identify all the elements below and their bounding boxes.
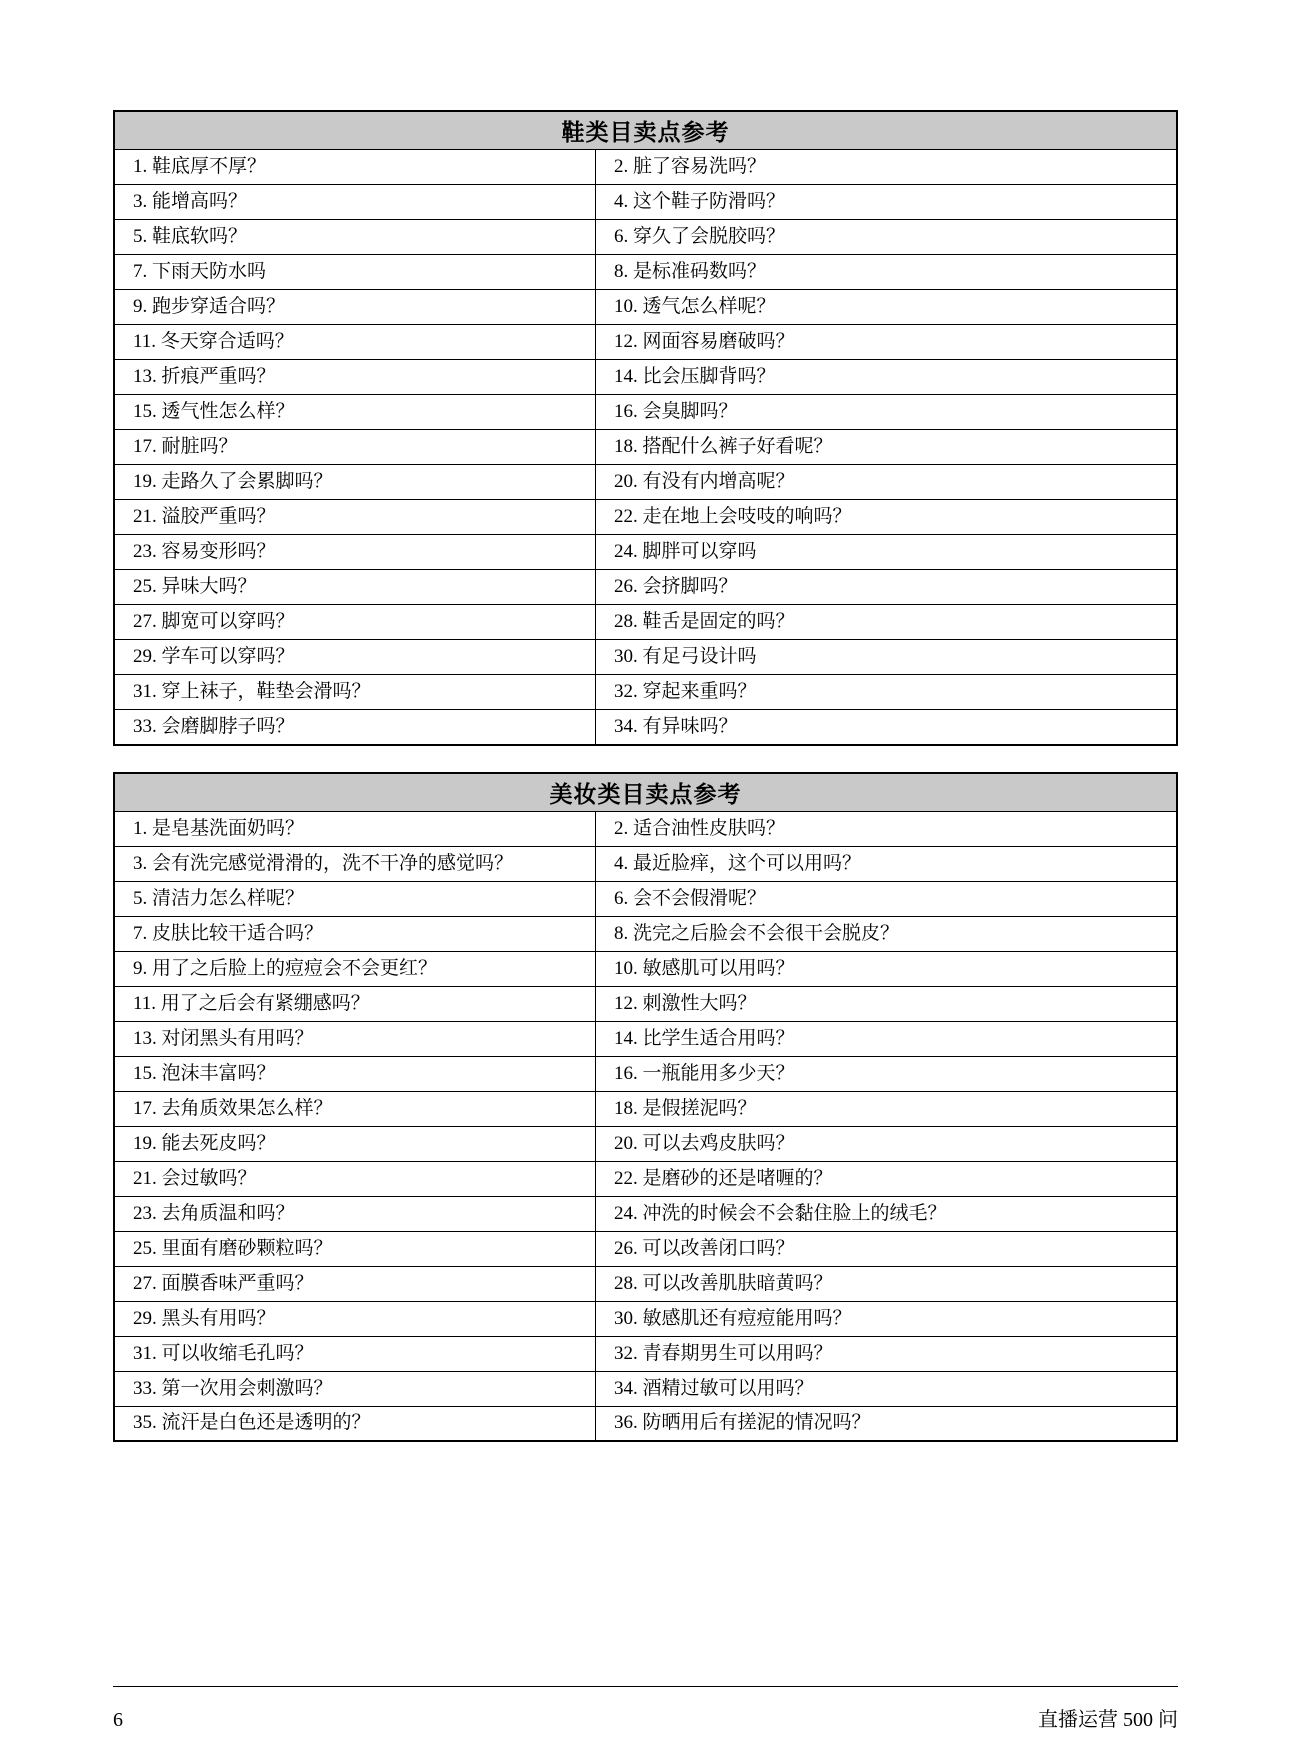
- table-row: [114, 1056, 1177, 1091]
- table-row: [114, 220, 1177, 255]
- question-cell: 19. 能去死皮吗？: [114, 1126, 596, 1161]
- question-cell: 16. 会臭脚吗？: [596, 395, 1177, 430]
- question-cell: 3. 能增高吗？: [114, 185, 596, 220]
- question-cell: 32. 青春期男生可以用吗？: [596, 1336, 1177, 1371]
- question-cell: 26. 可以改善闭口吗？: [596, 1231, 1177, 1266]
- table-row: [114, 846, 1177, 881]
- table-row: [114, 255, 1177, 290]
- question-cell: 32. 穿起来重吗？: [596, 675, 1177, 710]
- question-cell: 34. 酒精过敏可以用吗？: [596, 1371, 1177, 1406]
- question-cell: 29. 黑头有用吗？: [114, 1301, 596, 1336]
- question-cell: 20. 有没有内增高呢？: [596, 465, 1177, 500]
- question-cell: 36. 防晒用后有搓泥的情况吗？: [596, 1406, 1177, 1441]
- table-row: [114, 570, 1177, 605]
- question-cell: 18. 搭配什么裤子好看呢？: [596, 430, 1177, 465]
- question-cell: 20. 可以去鸡皮肤吗？: [596, 1126, 1177, 1161]
- shoe-category-table: [113, 110, 1178, 746]
- question-cell: 1. 是皂基洗面奶吗？: [114, 811, 596, 846]
- table-row: [114, 465, 1177, 500]
- tables-container: [113, 110, 1178, 1468]
- question-cell: 13. 对闭黑头有用吗？: [114, 1021, 596, 1056]
- table-row: [114, 710, 1177, 745]
- table-row: [114, 430, 1177, 465]
- question-cell: 21. 溢胶严重吗？: [114, 500, 596, 535]
- question-cell: 10. 透气怎么样呢？: [596, 290, 1177, 325]
- question-cell: 17. 耐脏吗？: [114, 430, 596, 465]
- question-cell: 8. 是标准码数吗？: [596, 255, 1177, 290]
- question-cell: 24. 冲洗的时候会不会黏住脸上的绒毛？: [596, 1196, 1177, 1231]
- book-title: 直播运营 500 问: [1038, 1709, 1178, 1731]
- table-row: [114, 916, 1177, 951]
- question-cell: 15. 泡沫丰富吗？: [114, 1056, 596, 1091]
- question-cell: 5. 鞋底软吗？: [114, 220, 596, 255]
- question-cell: 33. 第一次用会刺激吗？: [114, 1371, 596, 1406]
- question-cell: 31. 穿上袜子，鞋垫会滑吗？: [114, 675, 596, 710]
- question-cell: 11. 冬天穿合适吗？: [114, 325, 596, 360]
- question-cell: 21. 会过敏吗？: [114, 1161, 596, 1196]
- page-footer: [113, 1686, 1178, 1732]
- question-cell: 4. 这个鞋子防滑吗？: [596, 185, 1177, 220]
- question-cell: 7. 下雨天防水吗: [114, 255, 596, 290]
- question-cell: 29. 学车可以穿吗？: [114, 640, 596, 675]
- question-cell: 14. 比学生适合用吗？: [596, 1021, 1177, 1056]
- table-row: [114, 290, 1177, 325]
- table-title: 鞋类目卖点参考: [114, 111, 1177, 150]
- question-cell: 25. 异味大吗？: [114, 570, 596, 605]
- question-cell: 27. 面膜香味严重吗？: [114, 1266, 596, 1301]
- question-cell: 6. 穿久了会脱胶吗？: [596, 220, 1177, 255]
- question-cell: 22. 走在地上会吱吱的响吗？: [596, 500, 1177, 535]
- table-row: [114, 811, 1177, 846]
- question-cell: 22. 是磨砂的还是啫喱的？: [596, 1161, 1177, 1196]
- table-row: [114, 1126, 1177, 1161]
- question-cell: 13. 折痕严重吗？: [114, 360, 596, 395]
- question-cell: 33. 会磨脚脖子吗？: [114, 710, 596, 745]
- question-cell: 2. 脏了容易洗吗？: [596, 150, 1177, 185]
- table-row: [114, 986, 1177, 1021]
- table-row: [114, 951, 1177, 986]
- question-cell: 4. 最近脸痒，这个可以用吗？: [596, 846, 1177, 881]
- question-cell: 26. 会挤脚吗？: [596, 570, 1177, 605]
- question-cell: 28. 可以改善肌肤暗黄吗？: [596, 1266, 1177, 1301]
- question-cell: 12. 刺激性大吗？: [596, 986, 1177, 1021]
- question-cell: 11. 用了之后会有紧绷感吗？: [114, 986, 596, 1021]
- question-cell: 35. 流汗是白色还是透明的？: [114, 1406, 596, 1441]
- question-cell: 25. 里面有磨砂颗粒吗？: [114, 1231, 596, 1266]
- question-cell: 31. 可以收缩毛孔吗？: [114, 1336, 596, 1371]
- table-row: [114, 1091, 1177, 1126]
- question-cell: 7. 皮肤比较干适合吗？: [114, 916, 596, 951]
- question-cell: 34. 有异味吗？: [596, 710, 1177, 745]
- question-cell: 17. 去角质效果怎么样？: [114, 1091, 596, 1126]
- question-cell: 1. 鞋底厚不厚？: [114, 150, 596, 185]
- question-cell: 18. 是假搓泥吗？: [596, 1091, 1177, 1126]
- table-row: [114, 1161, 1177, 1196]
- table-row: [114, 1021, 1177, 1056]
- table-row: [114, 881, 1177, 916]
- table-row: [114, 360, 1177, 395]
- table-row: [114, 185, 1177, 220]
- table-header-row: [114, 773, 1177, 812]
- question-cell: 10. 敏感肌可以用吗？: [596, 951, 1177, 986]
- table-row: [114, 535, 1177, 570]
- table-row: [114, 395, 1177, 430]
- question-cell: 30. 有足弓设计吗: [596, 640, 1177, 675]
- question-cell: 28. 鞋舌是固定的吗？: [596, 605, 1177, 640]
- question-cell: 24. 脚胖可以穿吗: [596, 535, 1177, 570]
- table-row: [114, 1266, 1177, 1301]
- table-row: [114, 675, 1177, 710]
- question-cell: 27. 脚宽可以穿吗？: [114, 605, 596, 640]
- table-row: [114, 605, 1177, 640]
- question-cell: 6. 会不会假滑呢？: [596, 881, 1177, 916]
- question-cell: 23. 去角质温和吗？: [114, 1196, 596, 1231]
- question-cell: 8. 洗完之后脸会不会很干会脱皮？: [596, 916, 1177, 951]
- question-cell: 14. 比会压脚背吗？: [596, 360, 1177, 395]
- table-row: [114, 1371, 1177, 1406]
- table-row: [114, 1406, 1177, 1441]
- table-row: [114, 1336, 1177, 1371]
- table-row: [114, 640, 1177, 675]
- table-row: [114, 150, 1177, 185]
- page-number: 6: [113, 1709, 123, 1731]
- question-cell: 19. 走路久了会累脚吗？: [114, 465, 596, 500]
- question-cell: 15. 透气性怎么样？: [114, 395, 596, 430]
- question-cell: 3. 会有洗完感觉滑滑的，洗不干净的感觉吗？: [114, 846, 596, 881]
- beauty-category-table: [113, 772, 1178, 1443]
- table-row: [114, 1196, 1177, 1231]
- table-row: [114, 500, 1177, 535]
- question-cell: 30. 敏感肌还有痘痘能用吗？: [596, 1301, 1177, 1336]
- question-cell: 5. 清洁力怎么样呢？: [114, 881, 596, 916]
- question-cell: 9. 用了之后脸上的痘痘会不会更红？: [114, 951, 596, 986]
- table-header-row: [114, 111, 1177, 150]
- question-cell: 12. 网面容易磨破吗？: [596, 325, 1177, 360]
- table-row: [114, 1231, 1177, 1266]
- question-cell: 9. 跑步穿适合吗？: [114, 290, 596, 325]
- question-cell: 2. 适合油性皮肤吗？: [596, 811, 1177, 846]
- question-cell: 23. 容易变形吗？: [114, 535, 596, 570]
- table-title: 美妆类目卖点参考: [114, 773, 1177, 812]
- table-row: [114, 325, 1177, 360]
- question-cell: 16. 一瓶能用多少天？: [596, 1056, 1177, 1091]
- table-row: [114, 1301, 1177, 1336]
